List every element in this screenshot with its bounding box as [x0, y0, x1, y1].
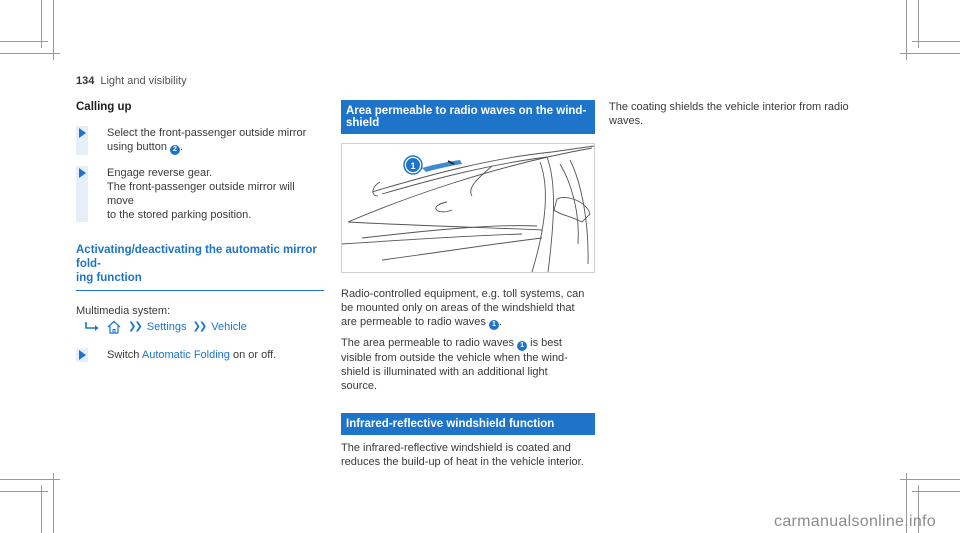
home-icon[interactable]	[106, 320, 122, 334]
crop-mark	[0, 479, 60, 480]
arrow-right-icon	[79, 168, 86, 178]
crop-mark	[912, 491, 960, 492]
infrared-paragraph: The infrared-reflective windshield is coated and reduces the build-up of heat in the vehicle interior.	[341, 442, 584, 468]
crop-mark	[53, 473, 54, 533]
column-right: The coating shields the vehicle interior from radio waves.	[609, 101, 849, 127]
crop-mark	[41, 485, 42, 533]
menu-path	[76, 320, 324, 334]
crop-mark	[912, 41, 960, 42]
page-header	[76, 74, 187, 88]
section-title: Light and visibility	[100, 75, 187, 87]
callout-badge: 1	[517, 341, 527, 351]
return-arrow-icon	[84, 321, 100, 333]
column-left	[76, 100, 324, 362]
calling-up-heading: Calling up	[76, 101, 132, 113]
double-chevron-icon: ❯❯	[192, 321, 206, 332]
automatic-folding-link[interactable]: Automatic Folding	[141, 349, 230, 361]
crop-mark	[0, 491, 48, 492]
instruction-step: Select the front-passenger outside mirror using button 2 .	[76, 126, 324, 155]
crop-mark	[900, 53, 960, 54]
activating-section	[76, 243, 324, 291]
page-number: 134	[76, 75, 95, 87]
crop-mark	[0, 41, 48, 42]
section-banner: Area permeable to radio waves on the wind- shield	[341, 100, 595, 134]
radio-paragraph: Radio-controlled equipment, e.g. toll systems, can be mounted only on areas of the windshield that are permeable to radio waves 1 .	[341, 288, 585, 328]
instruction-step: Switch Automatic Folding on or off.	[76, 348, 324, 362]
crop-mark	[906, 0, 907, 60]
double-chevron-icon: ❯❯	[128, 321, 141, 332]
instruction-step: Engage reverse gear. The front-passenger outside mirror will move to the stored parking position.	[76, 166, 324, 222]
heading-rule	[76, 290, 324, 291]
arrow-right-icon	[79, 350, 86, 360]
section-banner: Infrared-reflective windshield function	[341, 413, 595, 435]
callout-badge: 2	[170, 145, 180, 155]
arrow-right-icon	[79, 128, 86, 138]
crop-mark	[900, 479, 960, 480]
crop-mark	[53, 0, 54, 60]
callout-badge: 1	[489, 320, 499, 330]
watermark: carmanualsonline.info	[774, 513, 936, 530]
windshield-illustration	[341, 143, 595, 273]
area-paragraph: The area permeable to radio waves 1 is best visible from outside the vehicle when the wind- shield is illuminated with an additional light source.	[341, 337, 568, 392]
path-settings[interactable]: Settings	[146, 321, 187, 333]
path-vehicle[interactable]: Vehicle	[211, 321, 247, 333]
crop-mark	[0, 53, 60, 54]
figure-callout: 1	[410, 161, 416, 171]
activating-heading: Activating/deactivating the automatic mirror fold- ing function	[76, 244, 317, 284]
multimedia-label: Multimedia system:	[76, 305, 171, 317]
column-middle	[341, 100, 595, 469]
